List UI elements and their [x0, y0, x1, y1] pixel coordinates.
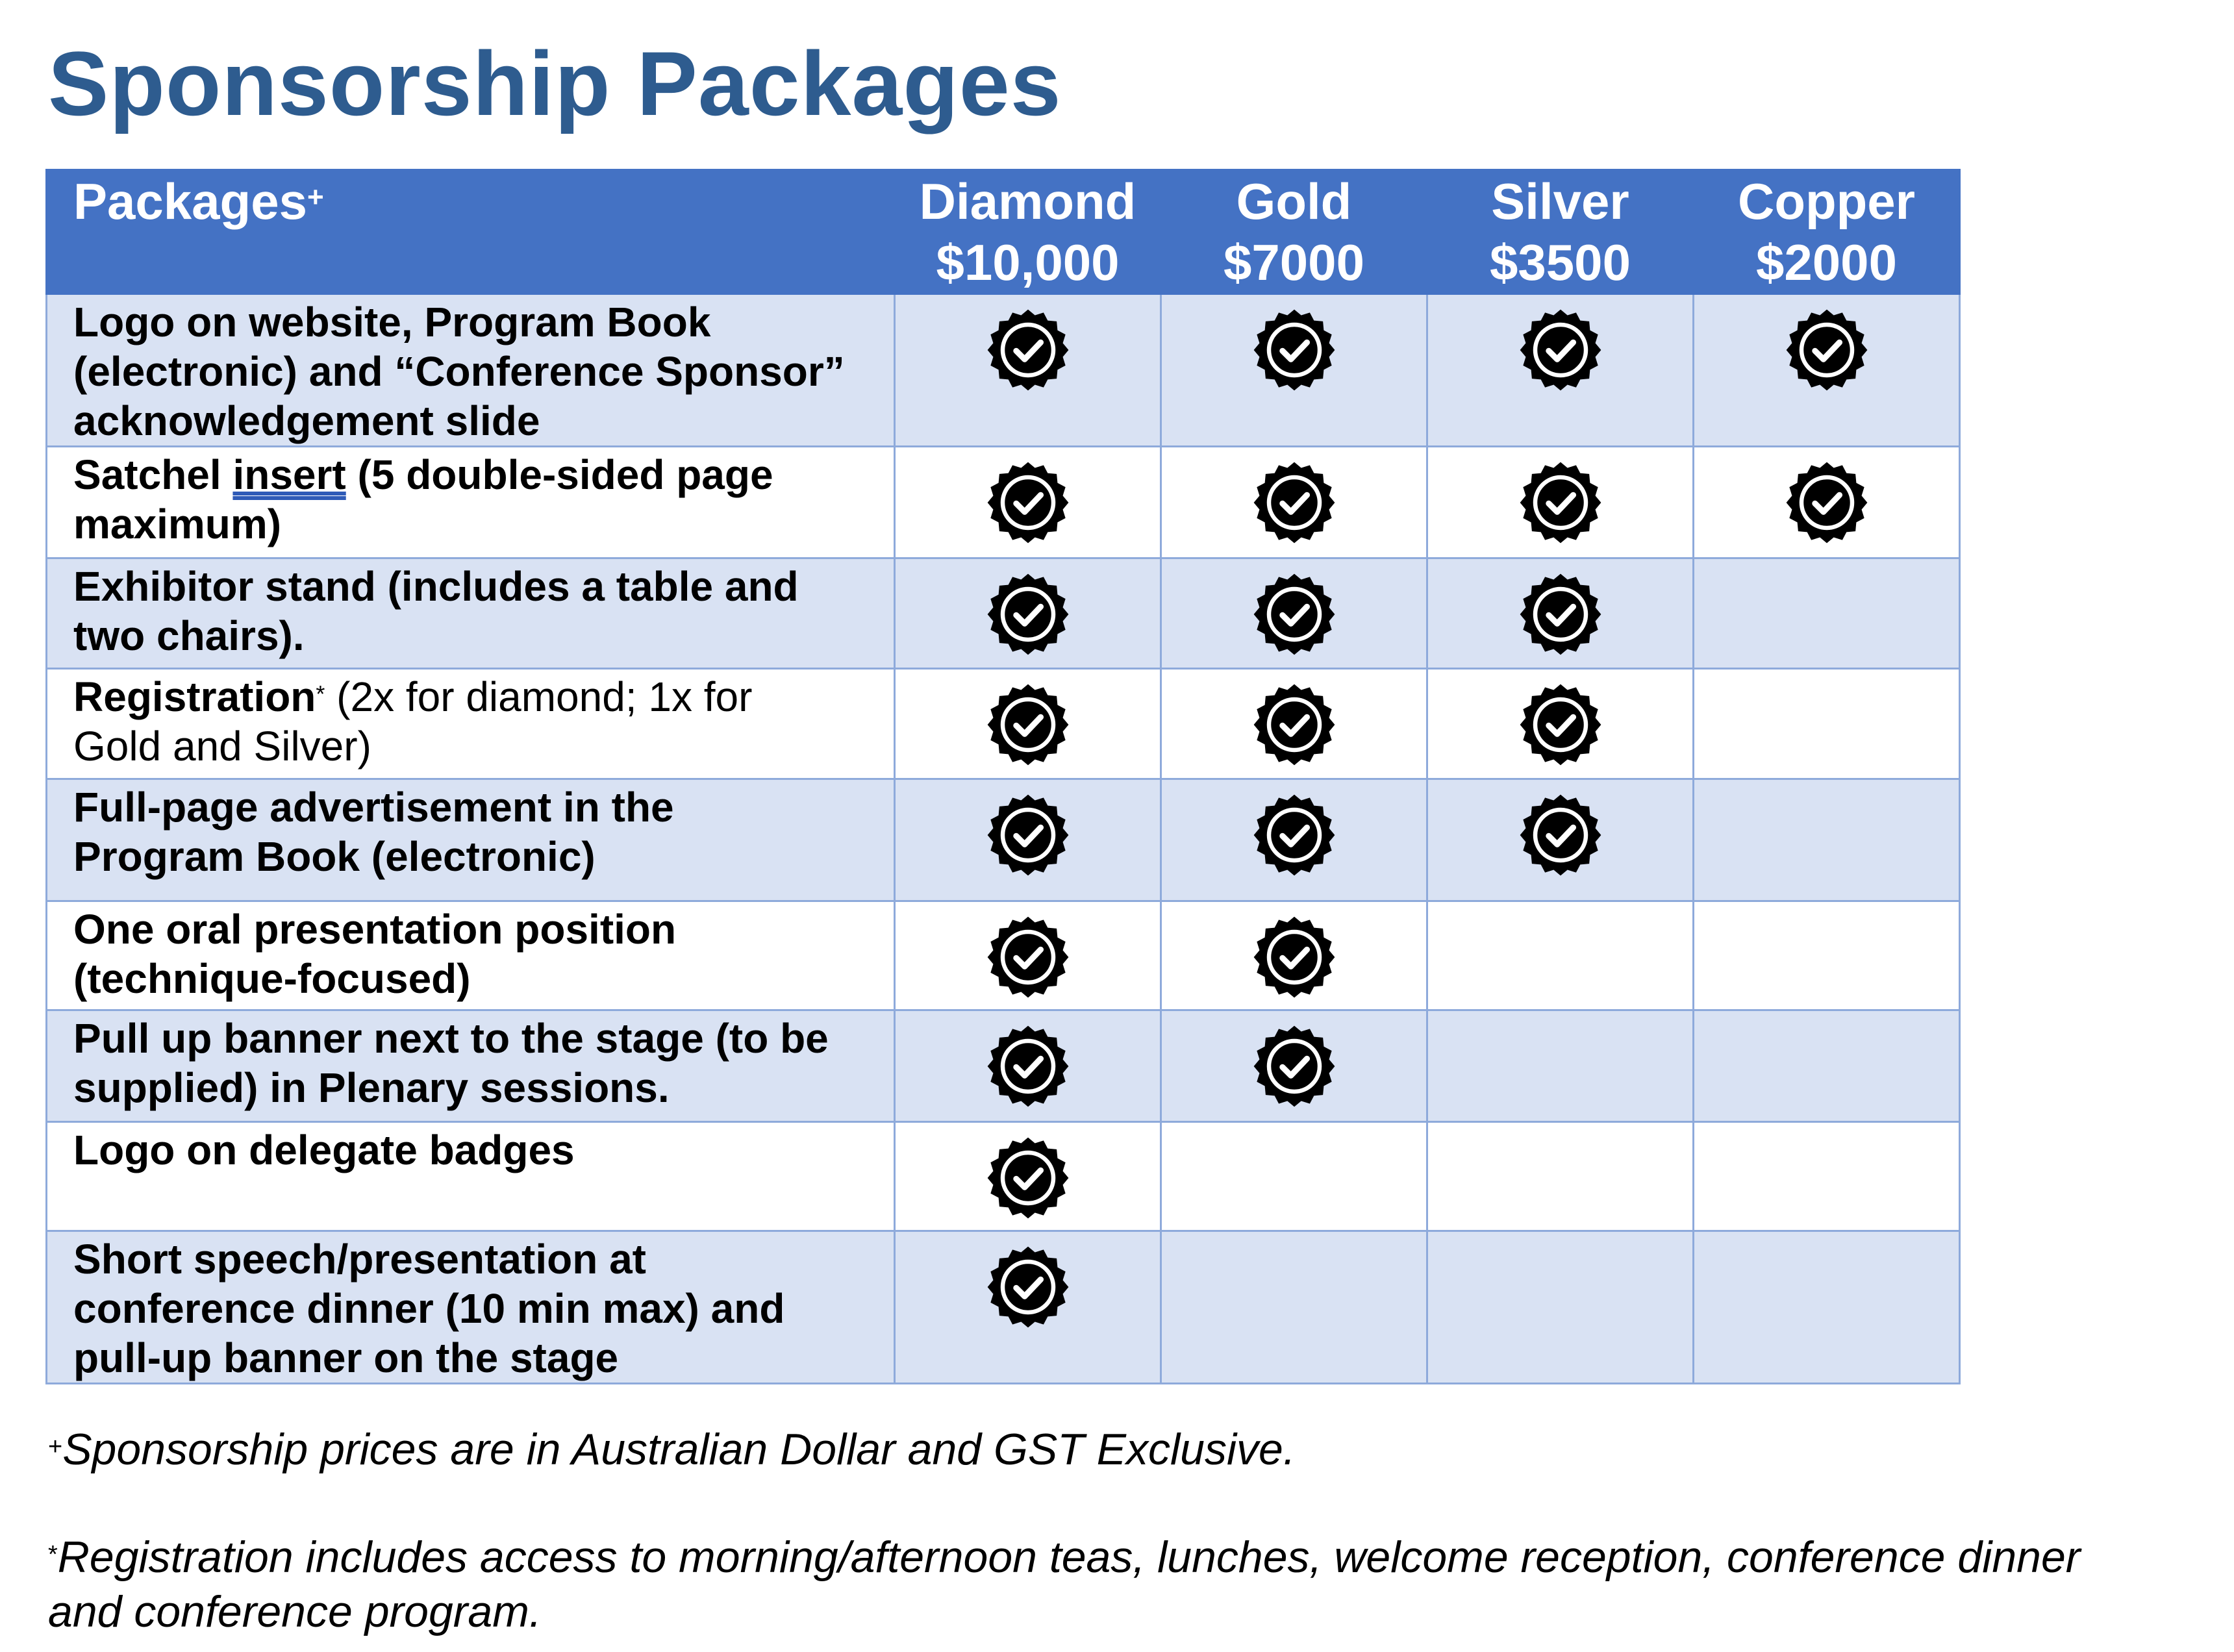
- tier-cell: [895, 558, 1161, 669]
- feature-cell: [47, 1010, 895, 1122]
- feature-mark: *: [316, 681, 325, 707]
- tier-cell: [895, 294, 1161, 447]
- tier-cell: [1427, 901, 1694, 1010]
- tier-cell: [1694, 558, 1960, 669]
- packages-header-label: Packages: [73, 173, 307, 230]
- feature-text: (technique-focused): [73, 955, 471, 1002]
- feature-text: Short speech/presentation at: [73, 1236, 646, 1283]
- tier-cell: [1161, 779, 1427, 901]
- tier-name: Copper: [1738, 173, 1915, 230]
- tier-cell: [1427, 1122, 1694, 1231]
- tier-header-diamond: [895, 170, 1161, 294]
- feature-text: Full-page advertisement in the: [73, 784, 674, 831]
- feature-text: Logo on website, Program Book: [73, 299, 711, 345]
- feature-cell: [47, 558, 895, 669]
- table-row: [47, 294, 1960, 447]
- check-badge-icon: [1518, 460, 1603, 545]
- tier-header-copper: [1694, 170, 1960, 294]
- tier-cell: [895, 1010, 1161, 1122]
- tier-cell: [1694, 779, 1960, 901]
- tier-cell: [1161, 558, 1427, 669]
- check-badge-icon: [1252, 915, 1337, 999]
- feature-text: Pull up banner next to the stage (to be: [73, 1015, 829, 1062]
- tier-cell: [1427, 669, 1694, 779]
- check-badge-icon: [1252, 460, 1337, 545]
- tier-cell: [1161, 1122, 1427, 1231]
- footnote-mark: *: [48, 1541, 58, 1568]
- tier-cell: [1161, 447, 1427, 558]
- tier-cell: [895, 1122, 1161, 1231]
- table-row: [47, 1122, 1960, 1231]
- check-badge-icon: [986, 1024, 1070, 1108]
- tier-header-silver: [1427, 170, 1694, 294]
- table-header-row: [47, 170, 1960, 294]
- table-row: [47, 1010, 1960, 1122]
- feature-text: acknowledgement slide: [73, 397, 540, 444]
- check-badge-icon: [1252, 308, 1337, 392]
- check-badge-icon: [1785, 308, 1869, 392]
- table-row: [47, 901, 1960, 1010]
- check-badge-icon: [1252, 793, 1337, 877]
- check-badge-icon: [986, 572, 1070, 657]
- tier-cell: [1161, 1231, 1427, 1384]
- tier-cell: [1161, 901, 1427, 1010]
- table-row: [47, 447, 1960, 558]
- footnote-text: and conference program.: [48, 1587, 542, 1636]
- tier-header-gold: [1161, 170, 1427, 294]
- feature-text: Gold and Silver): [73, 723, 371, 770]
- feature-text: conference dinner (10 min max) and: [73, 1285, 785, 1332]
- footnote-mark: +: [48, 1433, 63, 1460]
- check-badge-icon: [986, 793, 1070, 877]
- feature-text: (electronic) and “Conference Sponsor”: [73, 348, 845, 395]
- tier-cell: [895, 669, 1161, 779]
- feature-cell: [47, 447, 895, 558]
- table-row: [47, 1231, 1960, 1384]
- check-badge-icon: [1518, 682, 1603, 767]
- tier-cell: [1694, 294, 1960, 447]
- packages-header: [47, 170, 895, 294]
- check-badge-icon: [986, 1245, 1070, 1329]
- feature-cell: [47, 669, 895, 779]
- feature-text: Exhibitor stand (includes a table and: [73, 563, 799, 610]
- footnote-registration: [48, 1530, 2217, 1639]
- feature-text: Logo on delegate badges: [73, 1127, 575, 1173]
- tier-price: $10,000: [936, 234, 1120, 291]
- tier-cell: [1427, 558, 1694, 669]
- check-badge-icon: [1518, 308, 1603, 392]
- tier-cell: [1694, 1010, 1960, 1122]
- check-badge-icon: [1252, 682, 1337, 767]
- table-row: [47, 558, 1960, 669]
- feature-text: (2x for diamond; 1x for: [325, 673, 753, 720]
- check-badge-icon: [986, 915, 1070, 999]
- tier-cell: [1694, 901, 1960, 1010]
- footnote-text: Registration includes access to morning/afternoon teas, lunches, welcome reception, conference dinner: [57, 1533, 2081, 1582]
- tier-cell: [1694, 1231, 1960, 1384]
- check-badge-icon: [1518, 572, 1603, 657]
- tier-cell: [1427, 294, 1694, 447]
- packages-header-mark: +: [307, 181, 324, 213]
- tier-cell: [895, 901, 1161, 1010]
- tier-cell: [1161, 1010, 1427, 1122]
- tier-cell: [1427, 779, 1694, 901]
- table-row: [47, 779, 1960, 901]
- tier-cell: [1694, 447, 1960, 558]
- feature-cell: [47, 1231, 895, 1384]
- tier-cell: [1694, 669, 1960, 779]
- feature-text: supplied) in Plenary sessions.: [73, 1064, 670, 1111]
- check-badge-icon: [1785, 460, 1869, 545]
- tier-cell: [1427, 1231, 1694, 1384]
- check-badge-icon: [986, 308, 1070, 392]
- feature-text: maximum): [73, 501, 282, 547]
- tier-cell: [1427, 1010, 1694, 1122]
- feature-cell: [47, 294, 895, 447]
- check-badge-icon: [986, 460, 1070, 545]
- tier-name: Silver: [1491, 173, 1629, 230]
- feature-text: Program Book (electronic): [73, 833, 596, 880]
- tier-cell: [895, 1231, 1161, 1384]
- tier-name: Gold: [1236, 173, 1352, 230]
- tier-cell: [895, 779, 1161, 901]
- feature-text: Satchel: [73, 451, 233, 498]
- tier-cell: [1694, 1122, 1960, 1231]
- tier-cell: [1161, 669, 1427, 779]
- tier-price: $7000: [1224, 234, 1364, 291]
- sponsorship-table: [45, 169, 1961, 1384]
- feature-text: Registration: [73, 673, 316, 720]
- tier-cell: [1161, 294, 1427, 447]
- feature-text-underlined: insert: [232, 451, 346, 498]
- check-badge-icon: [986, 682, 1070, 767]
- footnote-prices: [48, 1422, 2217, 1477]
- feature-cell: [47, 779, 895, 901]
- check-badge-icon: [1518, 793, 1603, 877]
- tier-cell: [1427, 447, 1694, 558]
- feature-cell: [47, 901, 895, 1010]
- feature-text: (5 double-sided page: [345, 451, 773, 498]
- check-badge-icon: [1252, 572, 1337, 657]
- tier-price: $3500: [1490, 234, 1631, 291]
- tier-cell: [895, 447, 1161, 558]
- tier-name: Diamond: [919, 173, 1136, 230]
- footnote-text: Sponsorship prices are in Australian Dollar and GST Exclusive.: [62, 1425, 1296, 1474]
- feature-text: two chairs).: [73, 612, 305, 659]
- check-badge-icon: [1252, 1024, 1337, 1108]
- table-row: [47, 669, 1960, 779]
- feature-text: One oral presentation position: [73, 906, 677, 953]
- feature-cell: [47, 1122, 895, 1231]
- feature-text: pull-up banner on the stage: [73, 1334, 619, 1381]
- page-title: Sponsorship Packages: [48, 32, 1062, 134]
- check-badge-icon: [986, 1136, 1070, 1220]
- tier-price: $2000: [1756, 234, 1897, 291]
